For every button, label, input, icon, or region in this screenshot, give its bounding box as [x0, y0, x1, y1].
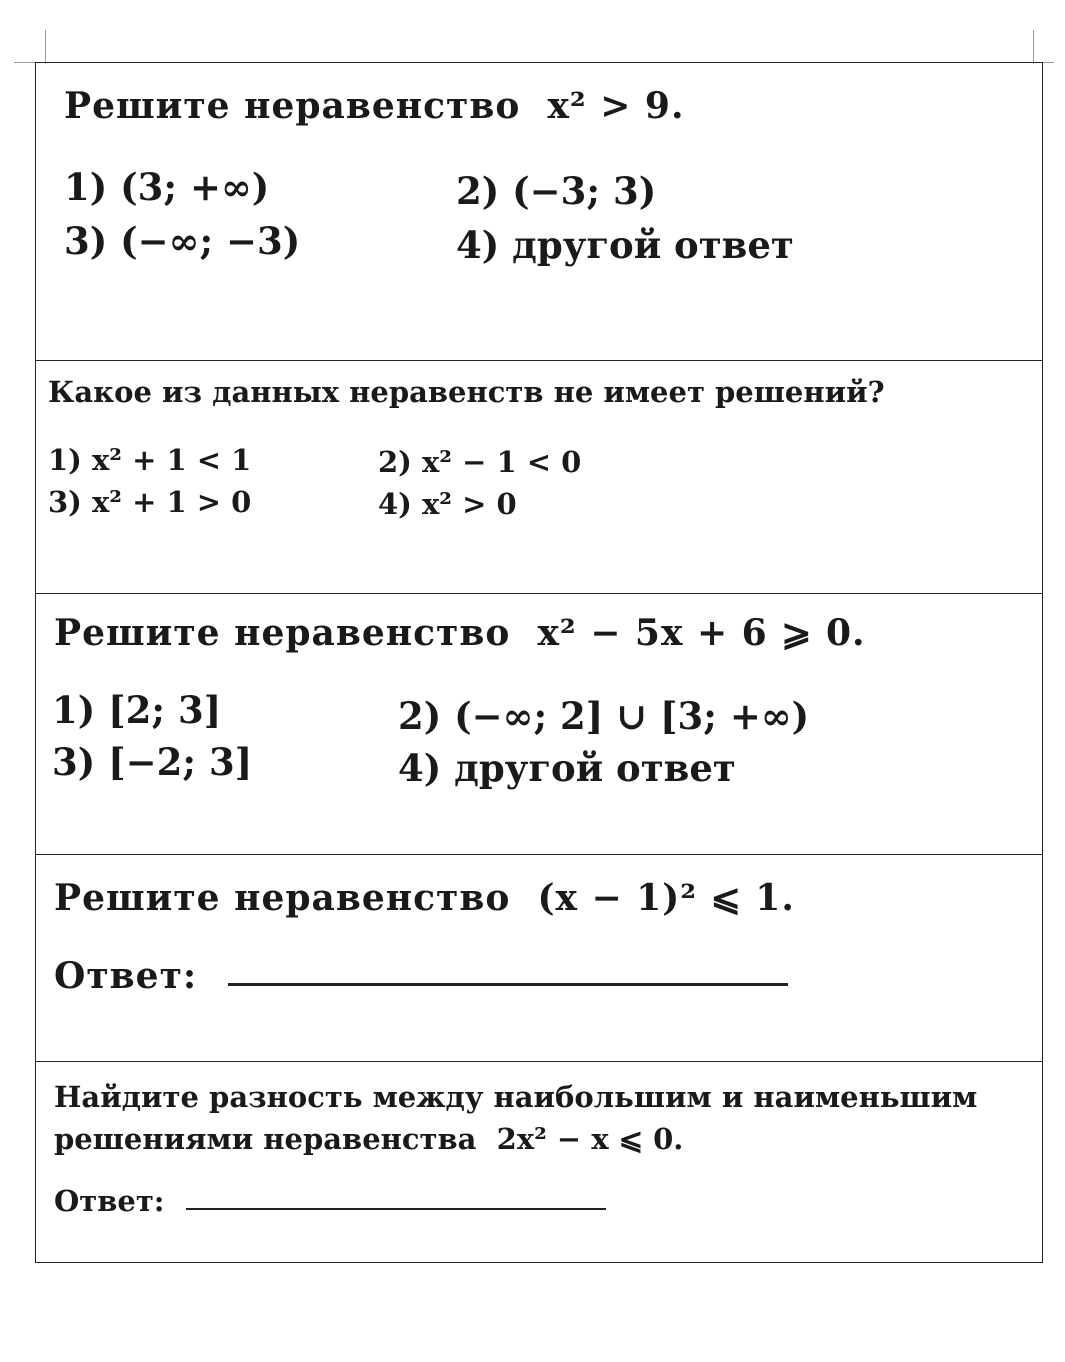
problem-2-prompt: Какое из данных неравенств не имеет решений?	[48, 375, 885, 409]
problem-5-expression: 2x² − x ⩽ 0.	[496, 1122, 684, 1156]
problem-5-answer-line[interactable]	[186, 1208, 606, 1210]
crop-mark-right	[1033, 30, 1034, 64]
worksheet-table	[35, 62, 1043, 1263]
problem-2-option-4: 4) x² > 0	[378, 487, 517, 521]
problem-2-option-3: 3) x² + 1 > 0	[48, 485, 252, 519]
crop-mark-left	[45, 30, 46, 64]
problem-2-option-1: 1) x² + 1 < 1	[48, 443, 252, 477]
problem-5-prompt-line-2: решениями неравенства 2x² − x ⩽ 0.	[54, 1122, 684, 1156]
problem-1-option-3: 3) (−∞; −3)	[64, 219, 301, 263]
problem-5-answer-label: Ответ:	[54, 1184, 165, 1218]
problem-1-option-4: 4) другой ответ	[456, 223, 794, 267]
problem-4	[36, 855, 1042, 1062]
problem-3-option-2: 2) (−∞; 2] ∪ [3; +∞)	[398, 694, 810, 738]
problem-3	[36, 594, 1042, 855]
problem-1-expression: x² > 9.	[547, 85, 685, 127]
problem-4-answer-line[interactable]	[228, 983, 788, 986]
problem-4-expression: (x − 1)² ⩽ 1.	[537, 877, 795, 919]
problem-3-expression: x² − 5x + 6 ⩾ 0.	[537, 612, 866, 654]
problem-2-option-2: 2) x² − 1 < 0	[378, 445, 582, 479]
problem-3-option-1: 1) [2; 3]	[52, 688, 222, 732]
problem-1-option-2: 2) (−3; 3)	[456, 169, 657, 213]
problem-5-prompt-line-1: Найдите разность между наибольшим и наименьшим	[54, 1080, 978, 1114]
problem-5	[36, 1062, 1042, 1262]
problem-2	[36, 361, 1042, 594]
problem-3-option-3: 3) [−2; 3]	[52, 740, 253, 784]
problem-1	[36, 63, 1042, 361]
problem-3-option-4: 4) другой ответ	[398, 746, 736, 790]
problem-4-prompt: Решите неравенство (x − 1)² ⩽ 1.	[54, 877, 795, 919]
problem-1-option-1: 1) (3; +∞)	[64, 165, 270, 209]
problem-3-prompt: Решите неравенство x² − 5x + 6 ⩾ 0.	[54, 612, 866, 654]
problem-1-prompt: Решите неравенство x² > 9.	[64, 85, 685, 127]
problem-4-answer-label: Ответ:	[54, 955, 198, 997]
